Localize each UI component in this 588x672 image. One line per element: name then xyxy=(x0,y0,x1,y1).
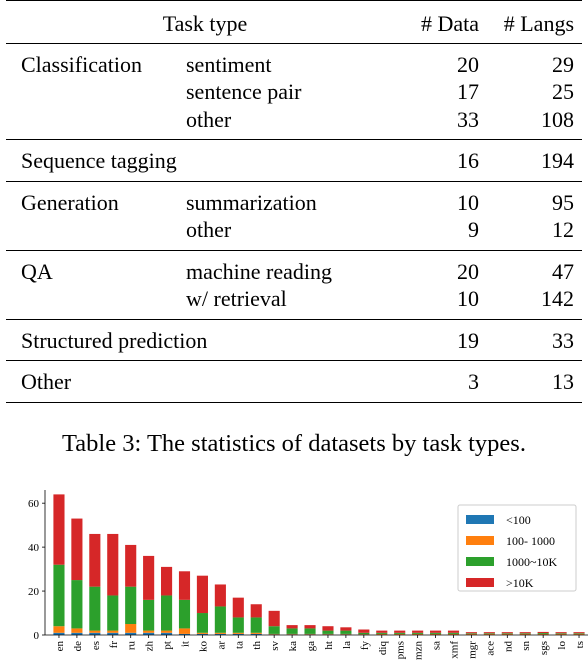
x-tick-label: mgr xyxy=(466,641,479,659)
legend-swatch xyxy=(466,515,494,524)
bar-segment xyxy=(304,628,315,633)
data-count: 10 xyxy=(457,286,479,311)
bar-segment xyxy=(233,598,244,618)
table-row xyxy=(6,250,582,285)
header-data: # Data xyxy=(420,11,479,36)
x-tick-label: xmf xyxy=(448,641,461,659)
bar-segment xyxy=(71,628,82,632)
bar-segment xyxy=(430,633,441,634)
subtype: sentence pair xyxy=(186,79,302,104)
y-axis xyxy=(28,490,45,642)
x-tick-label: sv xyxy=(269,641,282,651)
data-count: 20 xyxy=(404,43,479,78)
bar-segment xyxy=(502,633,513,634)
x-tick-label: ka xyxy=(287,641,300,652)
bar-segment xyxy=(538,632,549,633)
bar-segment xyxy=(322,631,333,634)
bar-segment xyxy=(215,633,226,634)
bar-segment xyxy=(448,634,459,635)
bar-segment xyxy=(197,633,208,634)
bar-segment xyxy=(412,633,423,634)
bar-segment xyxy=(412,634,423,635)
langs-count: 25 xyxy=(552,79,574,104)
bar-segment xyxy=(484,633,495,634)
langs-count: 47 xyxy=(479,250,582,285)
table-caption: Table 3: The statistics of datasets by task types. xyxy=(62,430,526,457)
table-row xyxy=(6,43,582,78)
x-tick-label: de xyxy=(71,641,84,652)
data-count: 19 xyxy=(404,319,479,361)
x-tick-label: ar xyxy=(215,641,228,650)
data-count: 20 xyxy=(404,250,479,285)
x-tick-label: pt xyxy=(161,641,174,650)
statistics-table xyxy=(6,0,582,403)
bar-segment xyxy=(376,634,387,635)
bar-segment xyxy=(53,565,64,627)
header-langs: # Langs xyxy=(503,11,574,36)
x-tick-label: ru xyxy=(125,641,138,651)
bar-segment xyxy=(466,633,477,634)
bar-segment xyxy=(394,631,405,633)
langs-count: 142 xyxy=(541,286,574,311)
x-tick-label: pms xyxy=(394,641,407,660)
bar-segment xyxy=(376,633,387,634)
bar-segment xyxy=(412,631,423,633)
language-distribution-chart xyxy=(0,490,588,672)
subtype: sentiment xyxy=(186,43,404,78)
bar-segment xyxy=(269,626,280,634)
bar-segment xyxy=(161,595,172,630)
legend-swatch xyxy=(466,536,494,545)
bar-segment xyxy=(233,617,244,632)
bar-segment xyxy=(107,631,118,633)
bar-segment xyxy=(556,633,567,634)
bar-segment xyxy=(448,633,459,634)
table-row xyxy=(6,216,582,250)
bar-segment xyxy=(215,584,226,606)
langs-count: 33 xyxy=(479,319,582,361)
bar-segment xyxy=(71,519,82,581)
langs-count: 12 xyxy=(552,217,574,242)
legend-label: <100 xyxy=(506,513,531,527)
x-tick-label: diq xyxy=(376,641,389,656)
group-name: Classification xyxy=(6,43,186,78)
group-name: Sequence tagging xyxy=(6,140,404,182)
x-tick-label: th xyxy=(251,641,264,650)
bar-segment xyxy=(484,632,495,633)
bar-segment xyxy=(358,630,369,633)
legend-label: 100- 1000 xyxy=(506,534,555,548)
bar-segment xyxy=(538,634,549,635)
bar-segment xyxy=(376,631,387,633)
x-tick-label: sa xyxy=(430,641,443,651)
x-tick-label: lo xyxy=(556,641,569,650)
bar-segment xyxy=(53,626,64,633)
bar-segment xyxy=(556,632,567,633)
bar-segment xyxy=(520,632,531,633)
y-tick-label: 40 xyxy=(28,542,39,555)
data-count: 9 xyxy=(468,217,479,242)
legend-label: >10K xyxy=(506,576,534,590)
bar-segment xyxy=(358,633,369,634)
bar-segment xyxy=(269,611,280,626)
bar-segment xyxy=(251,604,262,617)
bar-segment xyxy=(484,634,495,635)
x-tick-label: fr xyxy=(107,641,120,649)
bar-segment xyxy=(143,631,154,633)
x-tick-label: ts xyxy=(574,641,587,649)
x-tick-label: ga xyxy=(305,641,318,652)
bar-segment xyxy=(161,567,172,596)
bar-segment xyxy=(143,600,154,631)
bar-segment xyxy=(179,628,190,633)
bar-segment xyxy=(340,627,351,630)
bar-segment xyxy=(502,632,513,633)
data-count: 17 xyxy=(457,79,479,104)
y-tick-label: 0 xyxy=(33,630,39,642)
table-row xyxy=(6,361,582,403)
subtype: other xyxy=(186,217,232,242)
x-tick-label: it xyxy=(179,641,192,648)
langs-count: 29 xyxy=(479,43,582,78)
bar-segment xyxy=(71,580,82,628)
y-tick-label: 60 xyxy=(28,498,39,511)
bar-segment xyxy=(573,634,584,635)
subtype: machine reading xyxy=(186,250,404,285)
x-axis xyxy=(45,635,588,660)
bar-segment xyxy=(573,633,584,634)
x-tick-label: ht xyxy=(322,641,335,650)
bar-segment xyxy=(502,634,513,635)
table-row xyxy=(6,285,582,319)
x-tick-label: en xyxy=(53,641,66,652)
x-tick-label: sn xyxy=(520,641,533,651)
langs-count: 194 xyxy=(479,140,582,182)
table-row xyxy=(6,140,582,182)
x-tick-label: ta xyxy=(233,641,246,649)
bar-segment xyxy=(125,587,136,624)
bar-segment xyxy=(197,613,208,633)
bar-segment xyxy=(394,633,405,634)
bar-segment xyxy=(233,633,244,634)
bar-segment xyxy=(215,606,226,632)
bar-segment xyxy=(179,571,190,600)
bar-segment xyxy=(287,628,298,633)
bar-segment xyxy=(340,631,351,634)
legend-swatch xyxy=(466,557,494,566)
bar-segment xyxy=(89,534,100,587)
bar-segment xyxy=(287,625,298,628)
bar-segment xyxy=(197,576,208,613)
data-count: 33 xyxy=(457,106,479,132)
data-count: 16 xyxy=(404,140,479,182)
x-tick-label: zh xyxy=(143,641,156,652)
bar-segment xyxy=(107,534,118,596)
langs-count: 95 xyxy=(479,181,582,216)
langs-count: 13 xyxy=(479,361,582,403)
langs-count: 108 xyxy=(541,106,574,132)
bar-segment xyxy=(89,587,100,631)
x-tick-label: fy xyxy=(358,641,371,651)
data-count: 3 xyxy=(404,361,479,403)
bar-segment xyxy=(322,626,333,630)
bar-segment xyxy=(448,631,459,633)
data-count: 10 xyxy=(404,181,479,216)
x-tick-label: sgs xyxy=(538,641,551,656)
x-tick-label: ace xyxy=(484,641,497,656)
x-tick-label: mzn xyxy=(412,641,425,660)
bar-segment xyxy=(161,631,172,633)
bar-segment xyxy=(125,624,136,633)
bar-segment xyxy=(556,634,567,635)
bar-segment xyxy=(466,632,477,633)
chart-legend xyxy=(458,505,576,591)
bar-segment xyxy=(538,633,549,634)
bar-segment xyxy=(179,600,190,629)
x-tick-label: nd xyxy=(502,641,515,652)
x-tick-label: es xyxy=(89,641,102,651)
table-row xyxy=(6,181,582,216)
bar-segment xyxy=(251,633,262,634)
bar-segment xyxy=(573,632,584,633)
table-row xyxy=(6,319,582,361)
table-row xyxy=(6,78,582,106)
legend-label: 1000~10K xyxy=(506,555,558,569)
group-name: Generation xyxy=(6,181,186,216)
table-row xyxy=(6,106,582,140)
subtype: other xyxy=(186,106,232,132)
bar-segment xyxy=(394,634,405,635)
group-name: Structured prediction xyxy=(6,319,404,361)
bar-segment xyxy=(107,595,118,630)
group-name: Other xyxy=(6,361,404,403)
bar-segment xyxy=(89,631,100,633)
bar-segment xyxy=(520,633,531,634)
header-task-type: Task type xyxy=(162,11,248,36)
group-name: QA xyxy=(6,250,186,285)
bar-segment xyxy=(304,625,315,628)
bar-segment xyxy=(125,545,136,587)
bar-segment xyxy=(251,617,262,632)
bar-segment xyxy=(430,631,441,633)
legend-swatch xyxy=(466,578,494,587)
bar-segment xyxy=(466,634,477,635)
x-tick-label: ko xyxy=(197,641,210,652)
bar-segment xyxy=(53,494,64,564)
x-tick-label: la xyxy=(340,641,353,649)
bar-segment xyxy=(143,556,154,600)
bar-segment xyxy=(520,634,531,635)
subtype: w/ retrieval xyxy=(186,286,287,311)
subtype: summarization xyxy=(186,181,404,216)
y-tick-label: 20 xyxy=(28,586,39,599)
bar-segment xyxy=(430,634,441,635)
